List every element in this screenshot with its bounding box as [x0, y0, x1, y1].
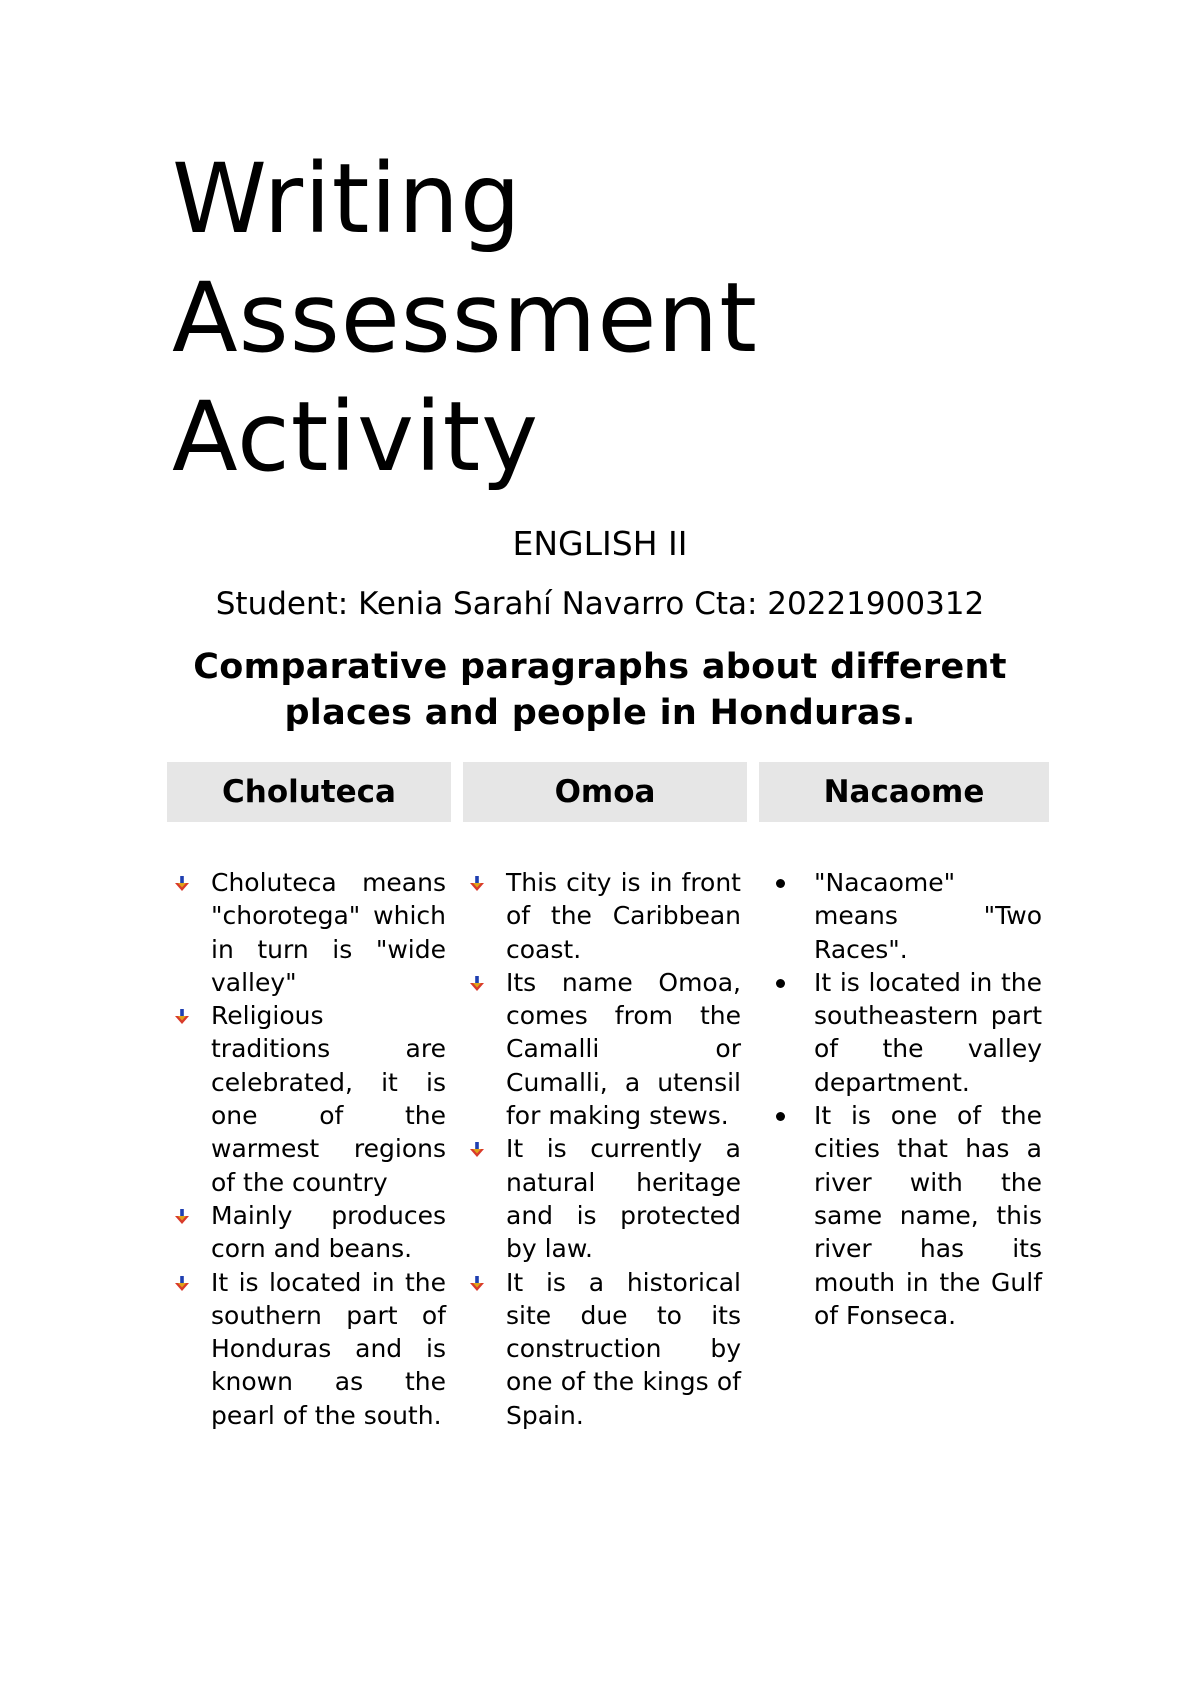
- arrow-down-icon: [173, 875, 191, 893]
- list-item: [468, 1266, 741, 1432]
- dot-bullet-icon: [776, 879, 785, 888]
- list-item: [468, 1132, 741, 1265]
- document-subtitle: Comparative paragraphs about different places and people in Honduras.: [193, 647, 1007, 733]
- student-line: Student: Kenia Sarahí Navarro Cta: 20221900312: [215, 586, 985, 622]
- list-item-text: It is one of the cities that has a river with the same name, this river has its mouth in the Gulf of Fonseca.: [814, 1101, 1042, 1330]
- list-item: [770, 866, 1042, 966]
- choluteca-list: [173, 866, 446, 1432]
- list-item-text: It is currently a natural heritage and is protected by law.: [506, 1134, 741, 1264]
- arrow-down-icon: [468, 1275, 486, 1293]
- column-header-nacaome: Nacaome: [759, 762, 1049, 822]
- list-item: [468, 866, 741, 966]
- arrow-down-icon: [468, 875, 486, 893]
- list-item-text: It is located in the southern part of Honduras and is known as the pearl of the south.: [211, 1267, 446, 1430]
- arrow-down-icon: [173, 1008, 191, 1026]
- list-item: [173, 1266, 446, 1432]
- list-item-text: It is a historical site due to its construction by one of the kings of Spain.: [506, 1267, 741, 1430]
- column-header-omoa: Omoa: [463, 762, 747, 822]
- course-name: ENGLISH II: [512, 524, 688, 563]
- list-item-text: It is located in the southeastern part of the valley department.: [814, 967, 1042, 1097]
- list-item: [173, 999, 446, 1199]
- arrow-down-icon: [173, 1208, 191, 1226]
- arrow-down-icon: [468, 1141, 486, 1159]
- list-item-text: Mainly produces corn and beans.: [211, 1200, 446, 1264]
- list-item: [770, 1099, 1042, 1332]
- list-item: [173, 866, 446, 999]
- list-item: [173, 1199, 446, 1266]
- omoa-list: [468, 866, 741, 1432]
- list-item-text: Choluteca means "chorotega" which in turn is "wide valley": [211, 868, 446, 997]
- document-title: [172, 140, 872, 497]
- list-item-text: Its name Omoa, comes from the Camalli or Cumalli, a utensil for making stews.: [506, 967, 741, 1131]
- list-item-text: Religious traditions are celebrated, it is one of the warmest regions of the country: [211, 1001, 446, 1197]
- list-item-text: This city is in front of the Caribbean coast.: [506, 868, 741, 964]
- title-line-3: Activity: [172, 381, 540, 493]
- list-item: [468, 966, 741, 1132]
- column-header-choluteca: Choluteca: [167, 762, 451, 822]
- title-line-2: Assessment: [172, 262, 758, 374]
- dot-bullet-icon: [776, 1112, 785, 1121]
- arrow-down-icon: [173, 1275, 191, 1293]
- list-item-text: "Nacaome" means "Two Races".: [814, 868, 1042, 964]
- arrow-down-icon: [468, 975, 486, 993]
- title-line-1: Writing: [172, 143, 522, 255]
- nacaome-list: [770, 866, 1042, 1332]
- list-item: [770, 966, 1042, 1099]
- dot-bullet-icon: [776, 979, 785, 988]
